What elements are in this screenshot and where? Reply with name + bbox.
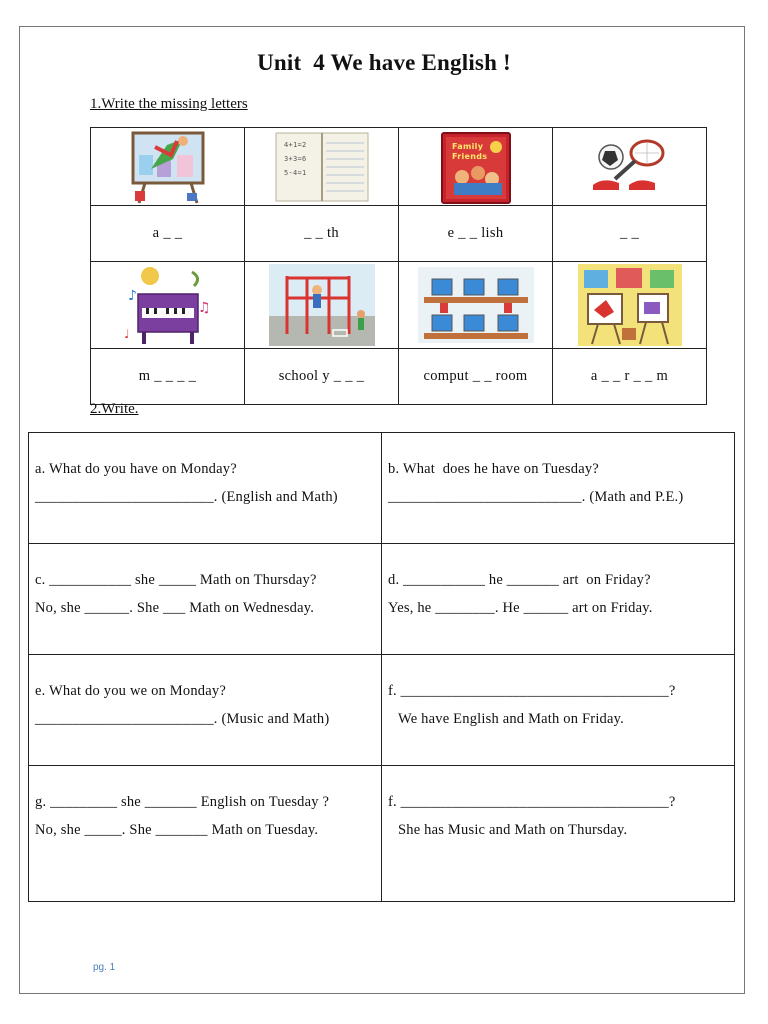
svg-text:♫: ♫ bbox=[197, 300, 211, 316]
exercise-a bbox=[29, 433, 382, 544]
exercise-c-answer: No, she ______. She ___ Math on Wednesday. bbox=[35, 600, 315, 616]
exercise-f bbox=[382, 655, 735, 766]
vocab-word: _ _ th bbox=[245, 206, 399, 262]
page-number: pg. 1 bbox=[93, 962, 116, 973]
math-book-image bbox=[272, 129, 372, 205]
vocab-word: a _ _ r _ _ m bbox=[553, 349, 707, 405]
vocab-word: e _ _ lish bbox=[399, 206, 553, 262]
vocab-word: m _ _ _ _ bbox=[91, 349, 245, 405]
svg-text:3+3=6: 3+3=6 bbox=[283, 154, 307, 163]
vocab-picture-cell bbox=[553, 262, 707, 349]
exercise-b-answer: __________________________. (Math and P.E.) bbox=[388, 489, 684, 505]
vocabulary-grid bbox=[90, 127, 707, 405]
section-1-heading: 1.Write the missing letters bbox=[90, 96, 248, 112]
exercise-h-answer: She has Music and Math on Thursday. bbox=[398, 822, 628, 838]
vocab-picture-cell bbox=[91, 262, 245, 349]
svg-text:♪: ♪ bbox=[127, 288, 137, 304]
vocab-word: comput _ _ room bbox=[399, 349, 553, 405]
exercise-c-question: c. ___________ she _____ Math on Thursday? bbox=[35, 572, 317, 588]
school-yard-image bbox=[269, 264, 375, 346]
page-title: Unit 4 We have English ! bbox=[257, 50, 511, 75]
svg-text:♩: ♩ bbox=[123, 327, 130, 341]
exercise-c bbox=[29, 544, 382, 655]
exercise-f-answer: We have English and Math on Friday. bbox=[398, 711, 624, 727]
exercise-h bbox=[382, 766, 735, 902]
exercise-d-question: d. ___________ he _______ art on Friday? bbox=[388, 572, 651, 588]
music-piano-image bbox=[122, 264, 214, 346]
english-book-image bbox=[434, 129, 518, 205]
exercise-b bbox=[382, 433, 735, 544]
vocab-picture-cell bbox=[91, 128, 245, 206]
exercise-a-answer: ________________________. (English and Math) bbox=[35, 489, 338, 505]
exercise-d-answer: Yes, he ________. He ______ art on Friday. bbox=[388, 600, 653, 616]
svg-text:Friends: Friends bbox=[451, 151, 487, 161]
vocab-word: _ _ bbox=[553, 206, 707, 262]
exercise-e-question: e. What do you we on Monday? bbox=[35, 683, 226, 699]
art-painting-image bbox=[125, 129, 211, 205]
exercise-f-question: f. ____________________________________? bbox=[388, 683, 676, 699]
exercise-g-answer: No, she _____. She _______ Math on Tuesday. bbox=[35, 822, 319, 838]
exercise-e-answer: ________________________. (Music and Math) bbox=[35, 711, 330, 727]
exercise-g bbox=[29, 766, 382, 902]
exercise-g-question: g. _________ she _______ English on Tuesday ? bbox=[35, 794, 330, 810]
vocab-word: a _ _ bbox=[91, 206, 245, 262]
exercise-h-question: f. ____________________________________? bbox=[388, 794, 676, 810]
exercise-a-question: a. What do you have on Monday? bbox=[35, 461, 237, 477]
art-room-image bbox=[578, 264, 682, 346]
exercise-e bbox=[29, 655, 382, 766]
section-2-heading: 2.Write. bbox=[90, 401, 139, 417]
svg-text:5-4=1: 5-4=1 bbox=[283, 168, 307, 177]
vocab-word: school y _ _ _ bbox=[245, 349, 399, 405]
computer-room-image bbox=[418, 267, 534, 343]
svg-text:Family: Family bbox=[451, 141, 483, 151]
exercise-d bbox=[382, 544, 735, 655]
vocab-picture-cell bbox=[245, 262, 399, 349]
pe-equipment-image bbox=[585, 129, 675, 205]
svg-text:4+1=2: 4+1=2 bbox=[283, 140, 307, 149]
vocab-picture-cell bbox=[245, 128, 399, 206]
vocab-picture-cell bbox=[553, 128, 707, 206]
vocab-picture-cell bbox=[399, 262, 553, 349]
write-exercise-grid bbox=[28, 432, 735, 902]
vocab-picture-cell bbox=[399, 128, 553, 206]
exercise-b-question: b. What does he have on Tuesday? bbox=[388, 461, 599, 477]
